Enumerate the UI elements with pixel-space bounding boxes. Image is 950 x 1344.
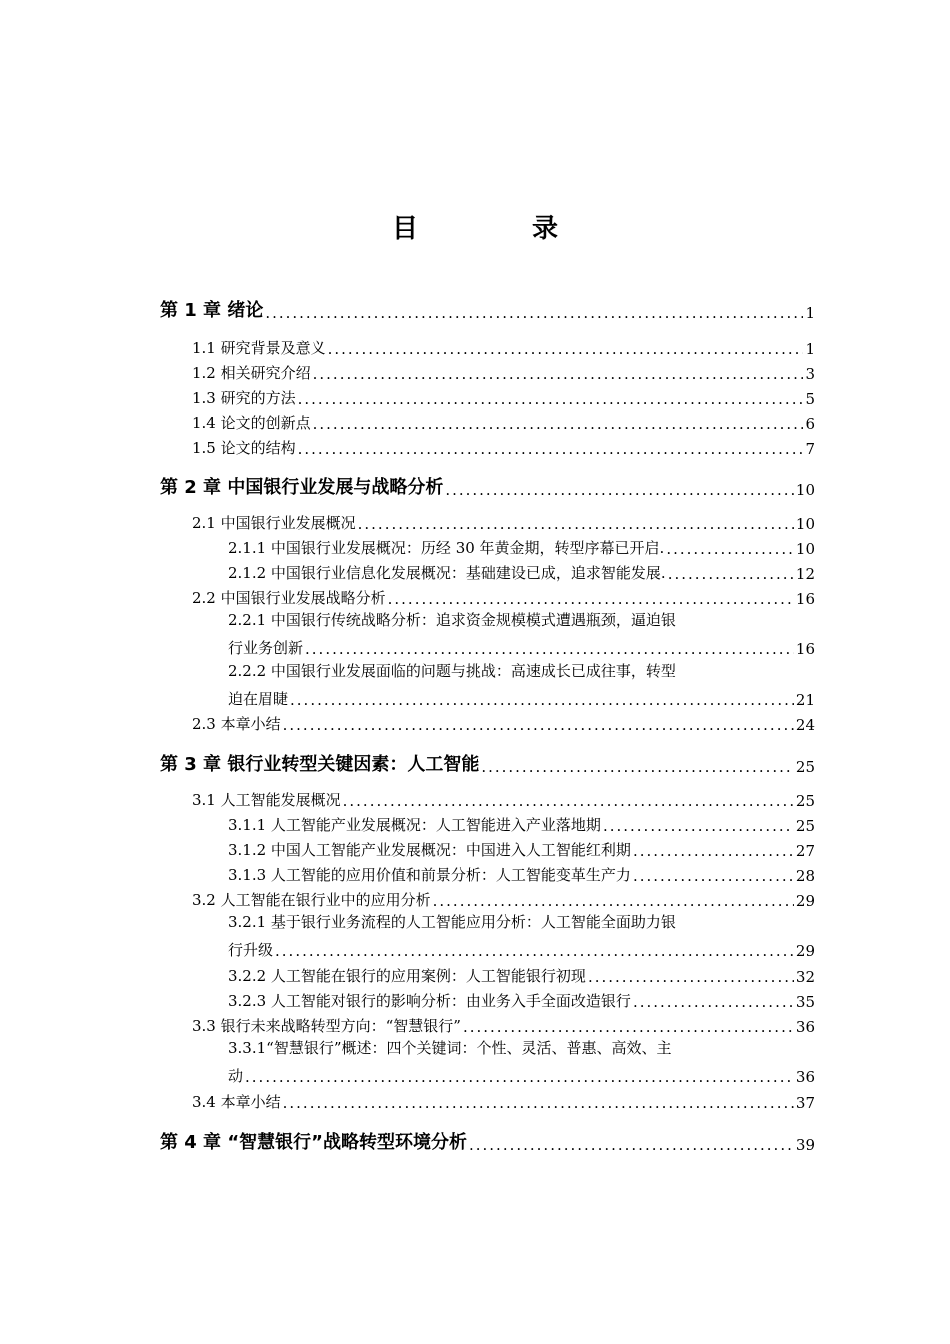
toc-section-2-2[interactable] [160, 583, 815, 608]
toc-page-number: 1 [805, 304, 815, 322]
toc-section-2-1-2[interactable] [160, 558, 815, 583]
leader-dots [666, 540, 794, 558]
toc-label: 3.2 人工智能在银行业中的应用分析 [192, 891, 431, 909]
toc-page-number: 16 [795, 590, 815, 608]
toc-page-number: 10 [795, 481, 815, 499]
toc-section-3-1[interactable] [160, 785, 815, 810]
toc-label: 3.1.2 中国人工智能产业发展概况：中国进入人工智能红利期 [228, 841, 631, 859]
leader-dots [343, 792, 794, 810]
leader-dots [358, 515, 794, 533]
toc-page-number: 16 [795, 640, 815, 658]
toc-page-number: 32 [795, 968, 815, 986]
leader-dots [463, 1018, 794, 1036]
toc-section-3-2-3[interactable] [160, 986, 815, 1011]
toc-section-1-1[interactable] [160, 333, 815, 358]
leader-dots [633, 993, 794, 1011]
leader-dots [275, 942, 794, 960]
toc-section-1-3[interactable] [160, 383, 815, 408]
toc-label: 第 2 章 中国银行业发展与战略分析 [160, 477, 444, 498]
toc-label: 3.2.2 人工智能在银行的应用案例：人工智能银行初现 [228, 967, 586, 985]
toc-label: 2.2.2 中国银行业发展面临的问题与挑战：高速成长已成往事，转型 [228, 662, 676, 680]
toc-page-number: 10 [795, 540, 815, 558]
leader-dots [283, 716, 794, 734]
toc-label: 2.2.1 中国银行传统战略分析：追求资金规模模式遭遇瓶颈，逼迫银 [228, 611, 676, 629]
toc-label: 1.4 论文的创新点 [192, 414, 311, 432]
leader-dots [588, 968, 794, 986]
toc-label-continuation: 行升级 [228, 941, 274, 959]
leader-dots [433, 892, 794, 910]
toc-page-number: 7 [805, 440, 815, 458]
toc-chapter-4[interactable] [160, 1124, 815, 1154]
leader-dots [445, 481, 794, 499]
toc-label: 第 1 章 绪论 [160, 300, 264, 321]
toc-section-1-5[interactable] [160, 433, 815, 458]
toc-page-number: 36 [795, 1018, 815, 1036]
leader-dots [245, 1068, 794, 1086]
toc-label: 3.3.1“智慧银行”概述：四个关键词：个性、灵活、普惠、高效、主 [228, 1039, 672, 1057]
toc-label: 第 3 章 银行业转型关键因素：人工智能 [160, 754, 480, 775]
toc-label: 1.2 相关研究介绍 [192, 364, 311, 382]
toc-label: 2.2 中国银行业发展战略分析 [192, 589, 386, 607]
leader-dots [265, 304, 803, 322]
toc-page-number: 5 [805, 390, 815, 408]
toc-section-3-3[interactable] [160, 1011, 815, 1036]
toc-page-number: 3 [805, 365, 815, 383]
leader-dots [388, 590, 794, 608]
toc-section-3-1-1[interactable] [160, 810, 815, 835]
toc-label: 2.1 中国银行业发展概况 [192, 514, 356, 532]
toc-page-number: 29 [795, 892, 815, 910]
toc-chapter-2[interactable] [160, 469, 815, 499]
toc-page-number: 29 [795, 942, 815, 960]
toc-section-3-1-2[interactable] [160, 835, 815, 860]
toc-page-number: 28 [795, 867, 815, 885]
toc-section-3-2[interactable] [160, 885, 815, 910]
toc-label: 3.3 银行未来战略转型方向：“智慧银行” [192, 1017, 461, 1035]
toc-page-number: 10 [795, 515, 815, 533]
leader-dots [298, 390, 804, 408]
toc-page-number: 36 [795, 1068, 815, 1086]
leader-dots [290, 691, 794, 709]
toc-label-continuation: 行业务创新 [228, 639, 304, 657]
leader-dots [633, 867, 794, 885]
toc-label: 3.4 本章小结 [192, 1093, 281, 1111]
toc-page-number: 39 [795, 1136, 815, 1154]
toc-label: 3.2.3 人工智能对银行的影响分析：由业务入手全面改造银行 [228, 992, 631, 1010]
leader-dots [469, 1136, 794, 1154]
toc-page-number: 1 [805, 340, 815, 358]
leader-dots [481, 758, 794, 776]
toc-label: 2.3 本章小结 [192, 715, 281, 733]
toc-label: 1.1 研究背景及意义 [192, 339, 326, 357]
toc-page-number: 6 [805, 415, 815, 433]
toc-label: 第 4 章 “智慧银行”战略转型环境分析 [160, 1132, 467, 1153]
toc-label: 1.3 研究的方法 [192, 389, 296, 407]
toc-label-continuation: 迫在眉睫 [228, 690, 289, 708]
toc-chapter-3[interactable] [160, 746, 815, 776]
toc-section-2-2-2[interactable] [160, 659, 815, 709]
toc-label: 3.1.1 人工智能产业发展概况：人工智能进入产业落地期 [228, 816, 601, 834]
toc-label: 3.2.1 基于银行业务流程的人工智能应用分析：人工智能全面助力银 [228, 913, 676, 931]
toc-page-number: 21 [795, 691, 815, 709]
leader-dots [313, 415, 804, 433]
leader-dots [313, 365, 804, 383]
toc-page-number: 35 [795, 993, 815, 1011]
toc-section-1-4[interactable] [160, 408, 815, 433]
toc-page-number: 12 [795, 565, 815, 583]
toc-label-continuation: 动 [228, 1067, 244, 1085]
toc-page-number: 27 [795, 842, 815, 860]
toc-title: 目 录 [391, 214, 602, 244]
toc-section-3-4[interactable] [160, 1087, 815, 1112]
toc-page-number: 25 [795, 792, 815, 810]
toc-section-2-2-1[interactable] [160, 608, 815, 658]
leader-dots [668, 565, 794, 583]
leader-dots [298, 440, 804, 458]
toc-label: 3.1.3 人工智能的应用价值和前景分析：人工智能变革生产力 [228, 866, 631, 884]
toc-chapter-1[interactable] [160, 292, 815, 322]
leader-dots [305, 640, 794, 658]
leader-dots [633, 842, 794, 860]
toc-section-3-2-1[interactable] [160, 910, 815, 960]
toc-section-3-1-3[interactable] [160, 860, 815, 885]
leader-dots [328, 340, 804, 358]
toc-section-3-3-1[interactable] [160, 1036, 815, 1086]
toc-section-2-3[interactable] [160, 709, 815, 734]
toc-label: 1.5 论文的结构 [192, 439, 296, 457]
toc-section-2-1-1[interactable] [160, 533, 815, 558]
toc-section-2-1[interactable] [160, 508, 815, 533]
toc-section-3-2-2[interactable] [160, 961, 815, 986]
toc-page-number: 25 [795, 758, 815, 776]
toc-page-number: 24 [795, 716, 815, 734]
leader-dots [603, 817, 794, 835]
toc-label: 2.1.1 中国银行业发展概况：历经 30 年黄金期，转型序幕已开启. [228, 539, 665, 557]
toc-page-number: 37 [795, 1094, 815, 1112]
toc-section-1-2[interactable] [160, 358, 815, 383]
toc-page-number: 25 [795, 817, 815, 835]
leader-dots [283, 1094, 794, 1112]
toc-label: 2.1.2 中国银行业信息化发展概况：基础建设已成，追求智能发展. [228, 564, 666, 582]
toc-label: 3.1 人工智能发展概况 [192, 791, 341, 809]
